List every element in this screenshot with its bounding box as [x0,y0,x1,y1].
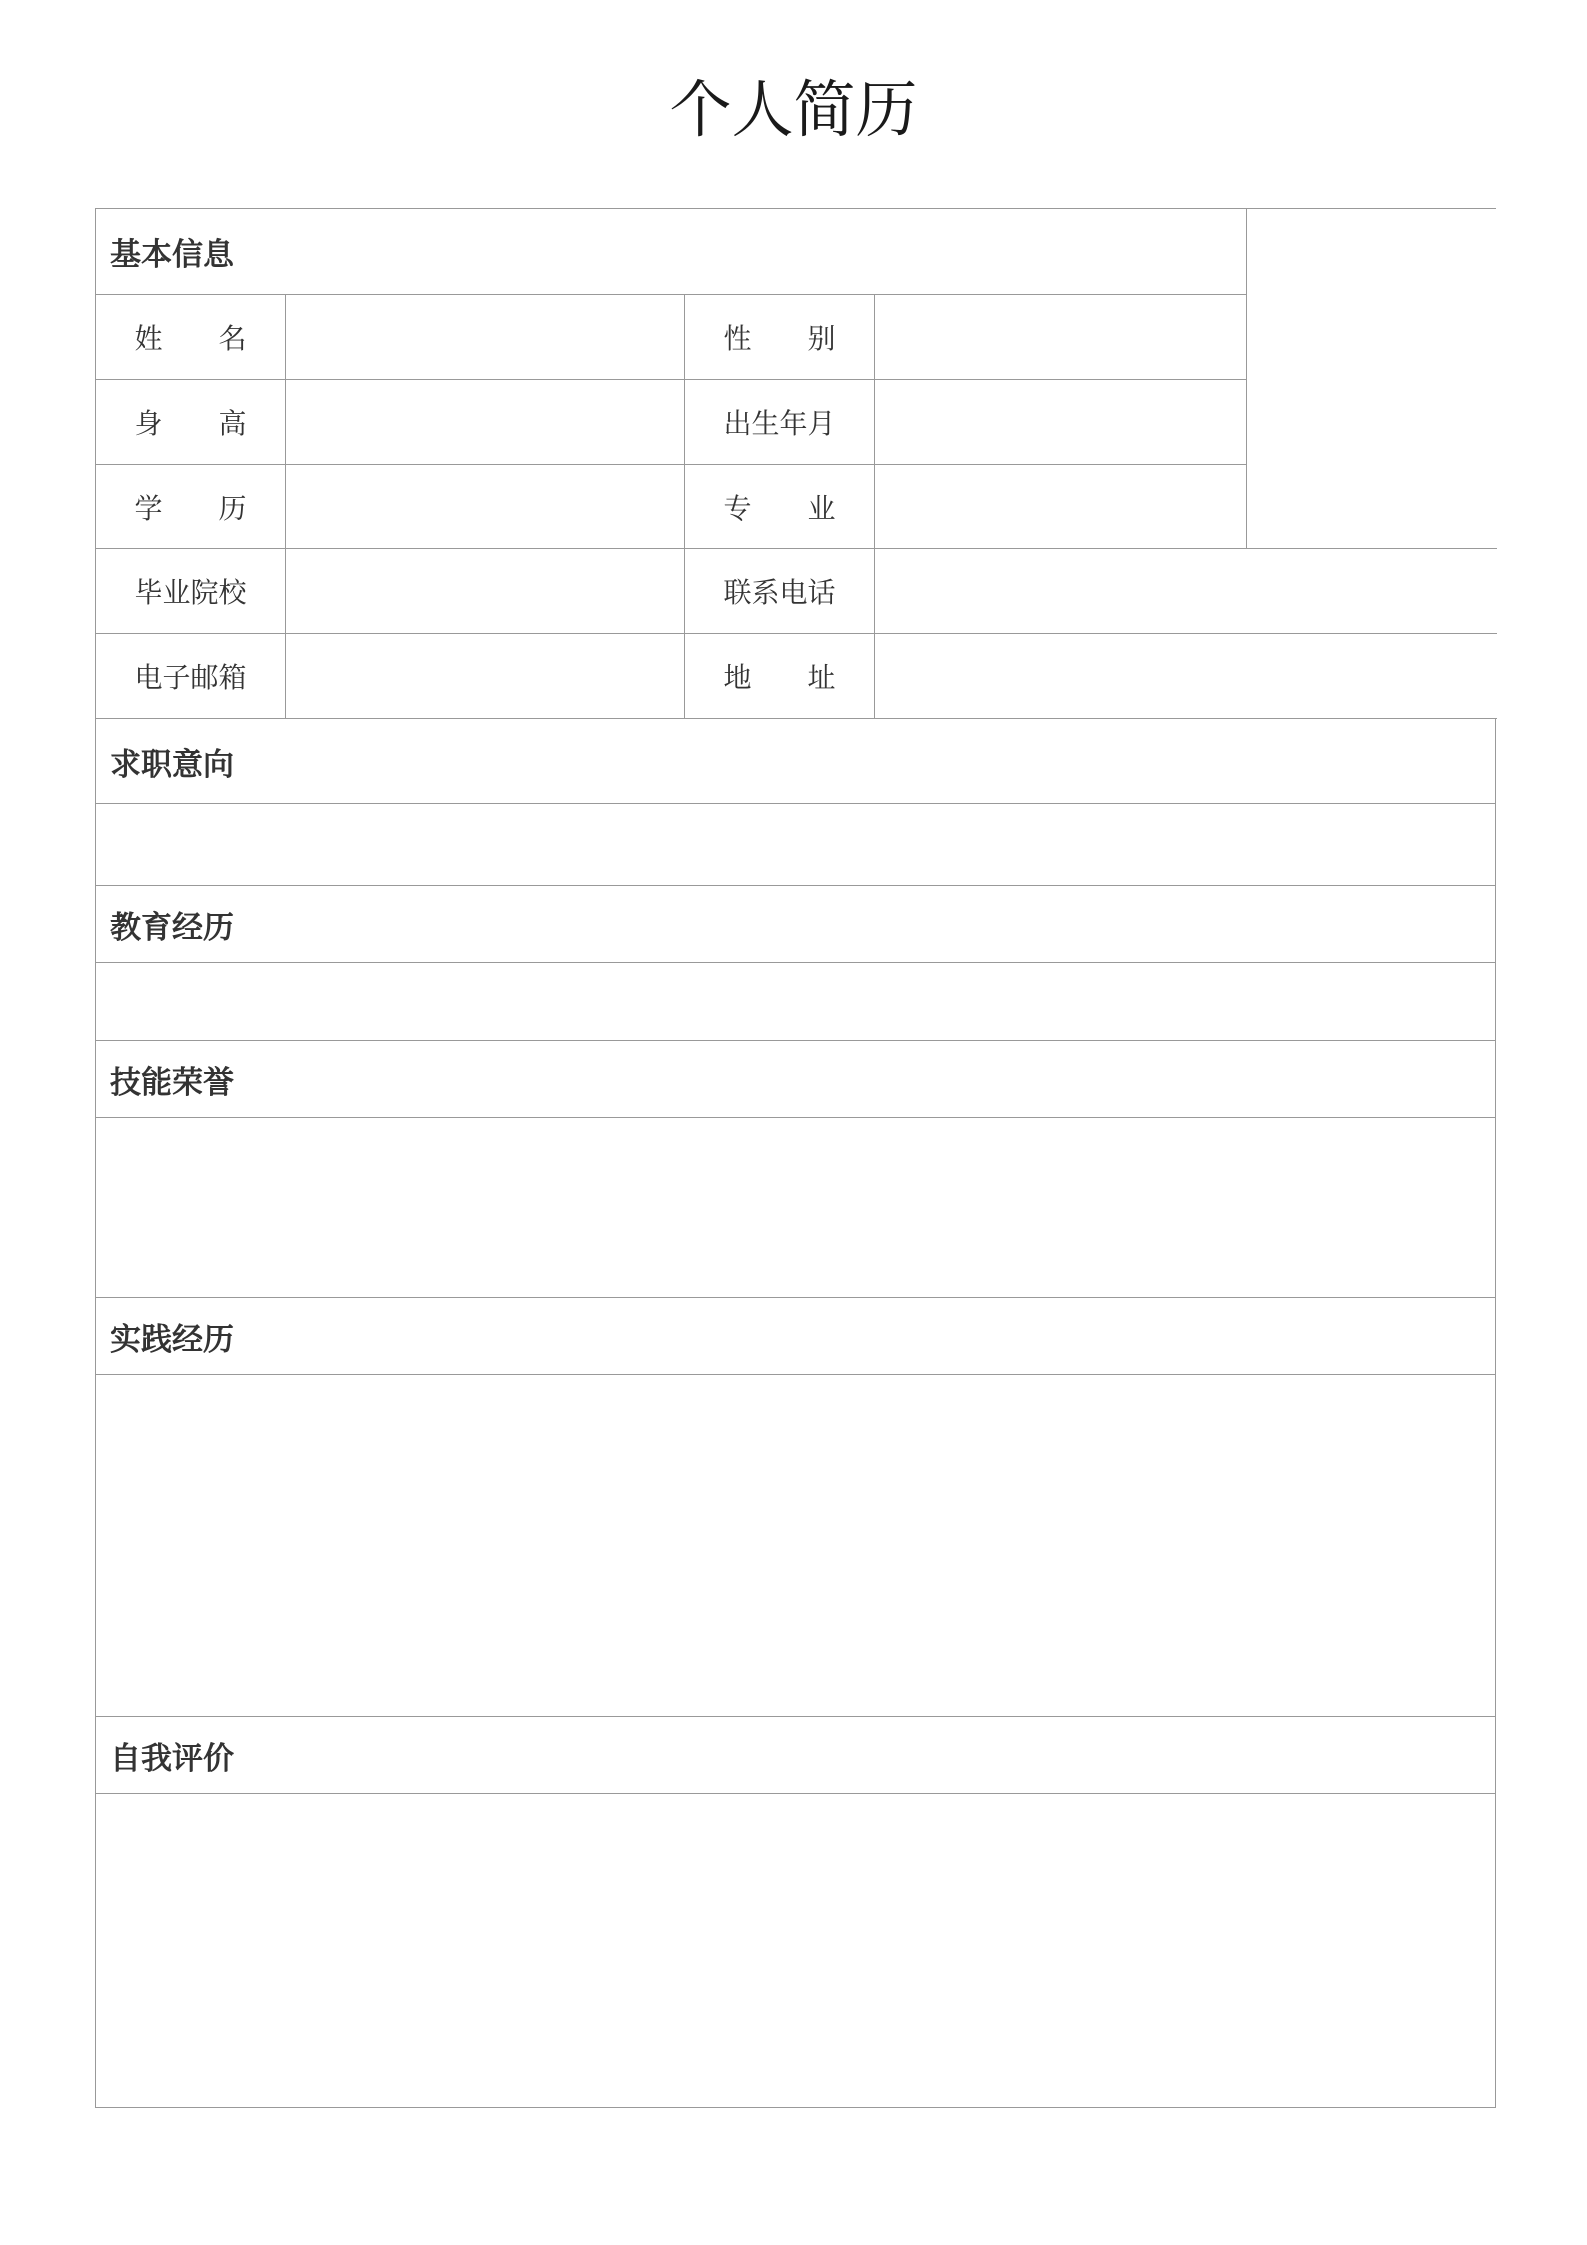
page-title: 个人简历 [669,73,918,146]
section-heading-skills-honors: 技能荣誉 [96,1041,1495,1118]
job-objective-content[interactable] [96,804,1495,886]
basic-info-heading-text: 基本信息 [110,237,234,273]
resume-table [95,208,1496,2108]
label-gender: 性 别 [685,295,875,380]
section-heading-job-objective: 求职意向 [96,719,1495,804]
education-content[interactable] [96,963,1495,1041]
field-gender[interactable] [875,295,1247,380]
label-phone: 联系电话 [685,549,875,634]
photo-placeholder[interactable] [1247,209,1497,549]
section-heading-education: 教育经历 [96,886,1495,963]
section-heading-basic-info [96,209,1247,295]
skills-honors-content[interactable] [96,1118,1495,1298]
self-evaluation-content[interactable] [96,1794,1495,2107]
section-heading-self-evaluation: 自我评价 [96,1717,1495,1794]
field-height[interactable] [286,380,685,465]
field-phone[interactable] [875,549,1497,634]
label-email: 电子邮箱 [96,634,286,719]
label-birth-date: 出生年月 [685,380,875,465]
field-education-level[interactable] [286,465,685,549]
field-address[interactable] [875,634,1497,719]
section-heading-practice: 实践经历 [96,1298,1495,1375]
field-major[interactable] [875,465,1247,549]
label-address: 地 址 [685,634,875,719]
field-email[interactable] [286,634,685,719]
label-height: 身 高 [96,380,286,465]
label-major: 专 业 [685,465,875,549]
label-school: 毕业院校 [96,549,286,634]
label-education-level: 学 历 [96,465,286,549]
field-name[interactable] [286,295,685,380]
practice-content[interactable] [96,1375,1495,1717]
field-school[interactable] [286,549,685,634]
field-birth-date[interactable] [875,380,1247,465]
label-name: 姓 名 [96,295,286,380]
